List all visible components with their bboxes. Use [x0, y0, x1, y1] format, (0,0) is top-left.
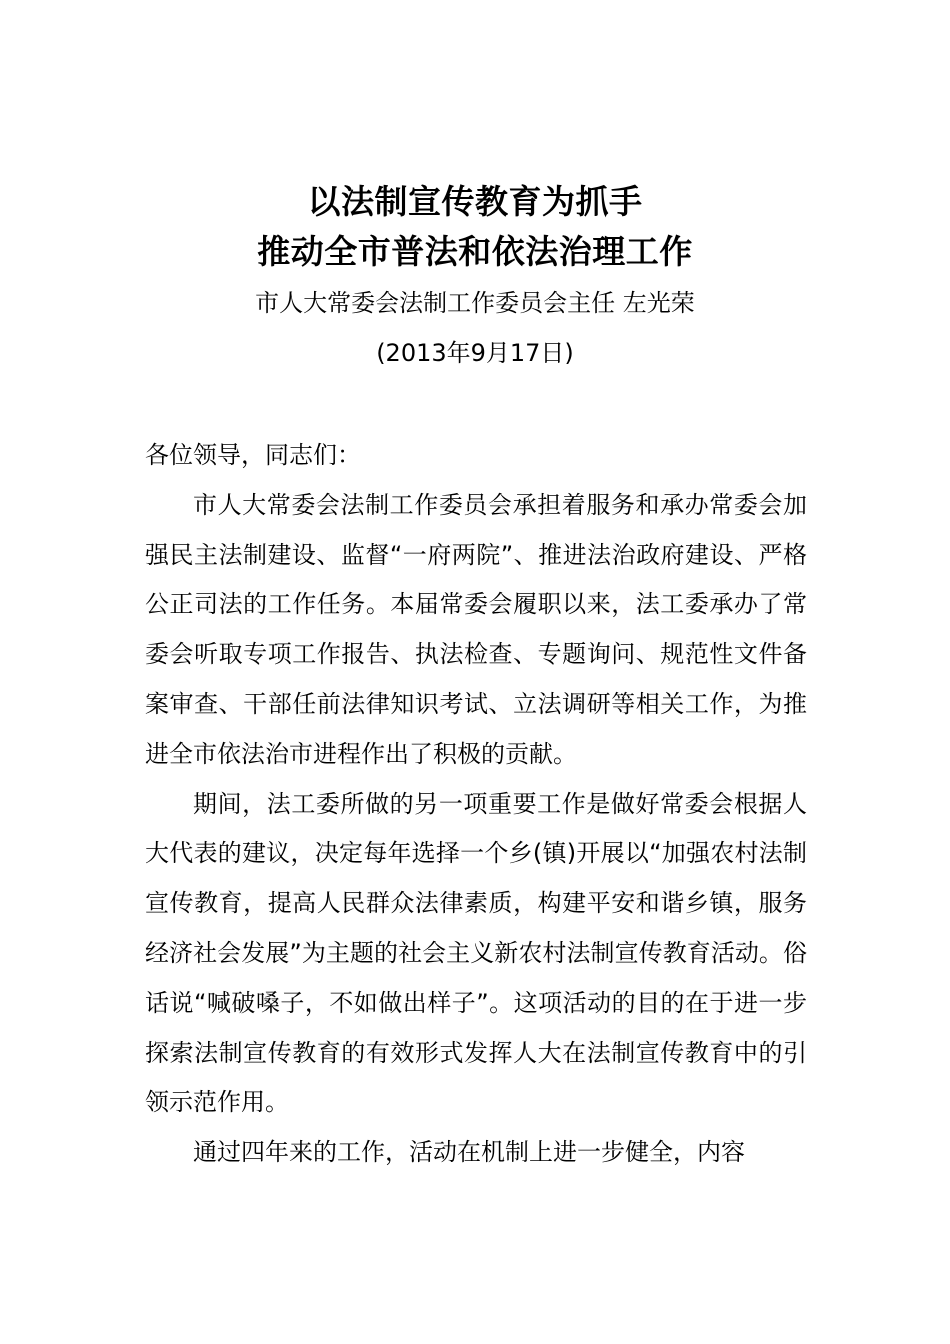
- salutation: 各位领导，同志们：: [145, 441, 361, 469]
- document-author: 市人大常委会法制工作委员会主任 左光荣: [255, 289, 695, 317]
- document-title-line-1: 以法制宣传教育为抓手: [307, 182, 643, 221]
- body-paragraph-3: 通过四年来的工作，活动在机制上进一步健全，内容: [193, 1138, 745, 1167]
- body-paragraph-2: 期间，法工委所做的另一项重要工作是做好常委会根据人大代表的建议，决定每年选择一个乡(镇)开展以“加强农村法制宣传教育，提高人民群众法律素质，构建平安和谐乡镇，服务经济社会发展”为主题的社会主义新农村法制宣传教育活动。俗话说“喊破嗓子，不如做出样子”。这项活动的目的在于进一步探索法制宣传教育的有效形式发挥人大在法制宣传教育中的引领示范作用。: [145, 789, 807, 1117]
- body-paragraph-1: 市人大常委会法制工作委员会承担着服务和承办常委会加强民主法制建设、监督“一府两院”、推进法治政府建设、严格公正司法的工作任务。本届常委会履职以来，法工委承办了常委会听取专项工作报告、执法检查、专题询问、规范性文件备案审查、干部任前法律知识考试、立法调研等相关工作，为推进全市依法治市进程作出了积极的贡献。: [145, 490, 807, 768]
- document-body: [145, 431, 807, 1178]
- document-title-line-2: 推动全市普法和依法治理工作: [257, 232, 693, 271]
- document-date: (2013年9月17日): [376, 339, 574, 367]
